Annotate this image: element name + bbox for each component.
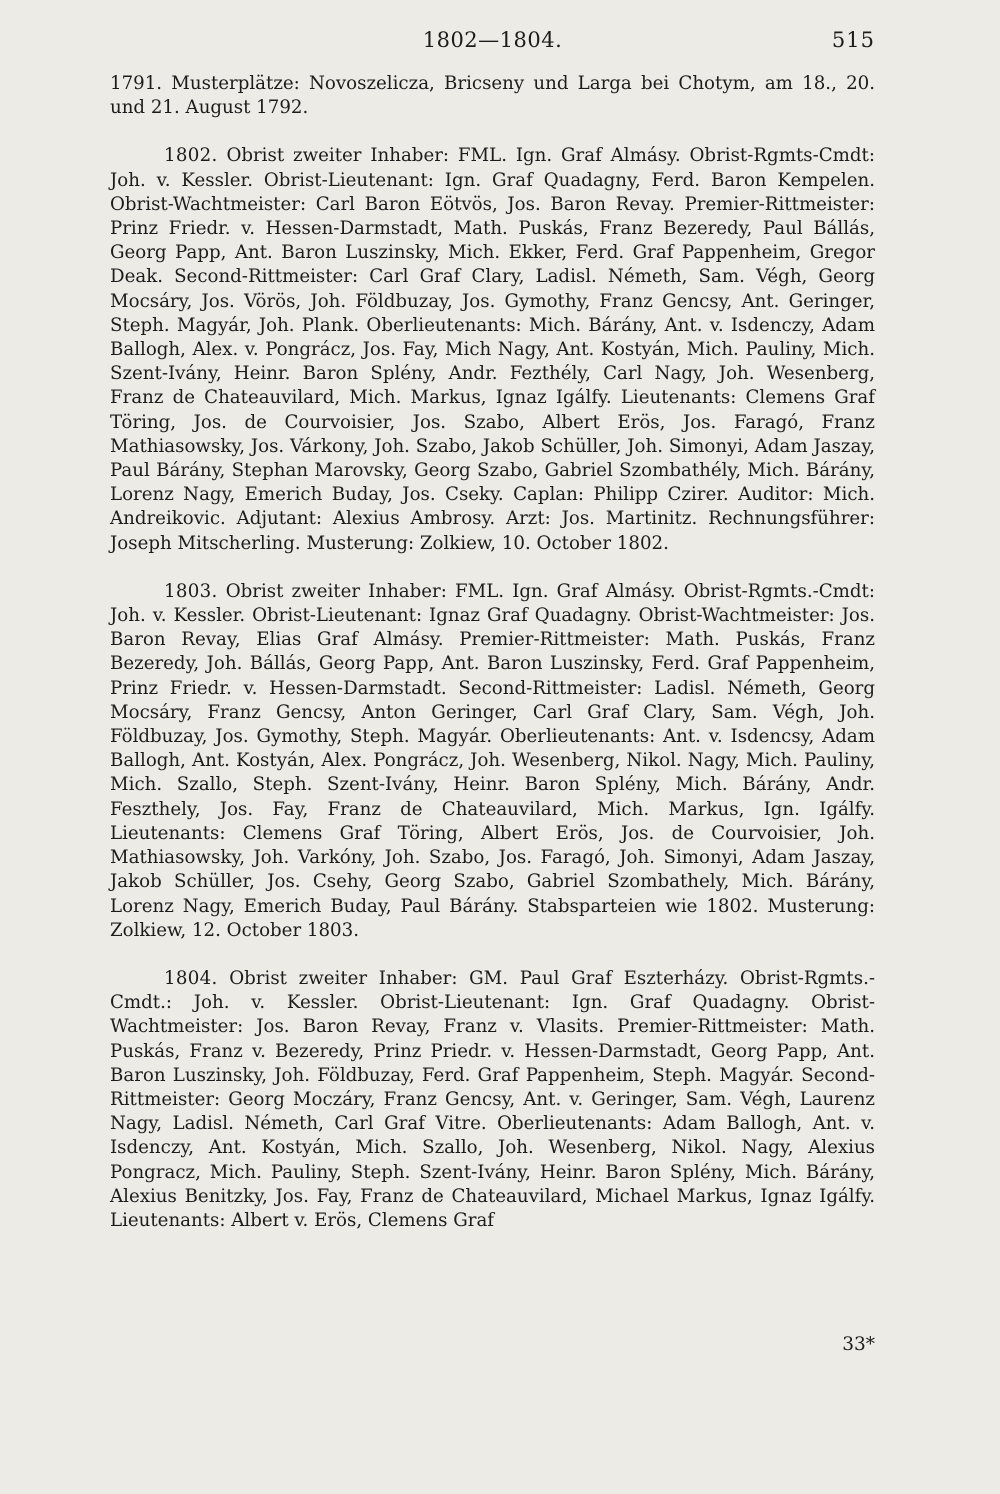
running-head-title: 1802—1804.	[422, 28, 563, 52]
year-label: 1804.	[164, 967, 218, 989]
signature-mark: 33*	[842, 1334, 875, 1355]
paragraph-1802	[110, 144, 875, 555]
paragraph-1791	[110, 72, 875, 120]
page-number: 515	[831, 28, 875, 52]
year-label: 1802.	[164, 145, 218, 167]
running-head	[110, 28, 875, 58]
paragraph-1804	[110, 967, 875, 1233]
year-label: 1803.	[164, 580, 218, 602]
paragraph-text: Obrist zweiter Inhaber: FML. Ign. Graf Almásy. Obrist-Rgmts-Cmdt: Joh. v. Kessler. Obrist-Lieutenant: Ign. Graf Quadagny, Ferd. Baron Kempelen. Obrist-Wachtmeister: Carl Baron Eötvös, Jos. Baron Revay. Premier-Rittmeister: Prinz Friedr. v. Hessen-Darmstadt, Math. Puskás, Franz Bezeredy, Paul Bállás, Georg Papp, Ant. Baron Luszinsky, Mich. Ekker, Ferd. Graf Pappenheim, Gregor Deak. Second-Rittmeister: Carl Graf Clary, Ladisl. Németh, Sam. Végh, Georg Mocsáry, Jos. Vörös, Joh. Földbuzay, Jos. Gymothy, Franz Gencsy, Ant. Geringer, Steph. Magyár, Joh. Plank. Oberlieutenants: Mich. Bárány, Ant. v. Isdenczy, Adam Ballogh, Alex. v. Pongrácz, Jos. Fay, Mich Nagy, Ant. Kostyán, Mich. Pauliny, Mich. Szent-Ivány, Heinr. Baron Splény, Andr. Fezthély, Carl Nagy, Joh. Wesenberg, Franz de Chateauvilard, Mich. Markus, Ignaz Igálfy. Lieutenants: Clemens Graf Töring, Jos. de Courvoisier, Jos. Szabo, Albert Erös, Jos. Faragó, Franz Mathiasowsky, Jos. Várkony, Joh. Szabo, Jakob Schüller, Joh. Simonyi, Adam Jaszay, Paul Bárány, Stephan Marovsky, Georg Szabo, Gabriel Szombathély, Mich. Bárány, Lorenz Nagy, Emerich Buday, Jos. Cseky. Caplan: Philipp Czirer. Auditor: Mich. Andreikovic. Adjutant: Alexius Ambrosy. Arzt: Jos. Martinitz. Rechnungsführer: Joseph Mitscherling. Musterung: Zolkiew, 10. October 1802.	[110, 145, 875, 554]
paragraph-text: 1791. Musterplätze: Novoszelicza, Bricseny und Larga bei Chotym, am 18., 20. und 21. August 1792.	[110, 73, 875, 119]
body-text	[110, 72, 875, 1233]
paragraph-text: Obrist zweiter Inhaber: FML. Ign. Graf Almásy. Obrist-Rgmts.-Cmdt: Joh. v. Kessler. Obrist-Lieutenant: Ignaz Graf Quadagny. Obrist-Wachtmeister: Jos. Baron Revay, Elias Graf Almásy. Premier-Rittmeister: Math. Puskás, Franz Bezeredy, Joh. Bállás, Georg Papp, Ant. Baron Luszinsky, Ferd. Graf Pappenheim, Prinz Friedr. v. Hessen-Darmstadt. Second-Rittmeister: Ladisl. Németh, Georg Mocsáry, Franz Gencsy, Anton Geringer, Carl Graf Clary, Sam. Végh, Joh. Földbuzay, Jos. Gymothy, Steph. Magyár. Oberlieutenants: Ant. v. Isdencsy, Adam Ballogh, Ant. Kostyán, Alex. Pongrácz, Joh. Wesenberg, Nikol. Nagy, Mich. Pauliny, Mich. Szallo, Steph. Szent-Ivány, Heinr. Baron Splény, Mich. Bárány, Andr. Feszthely, Jos. Fay, Franz de Chateauvilard, Mich. Markus, Ign. Igálfy. Lieutenants: Clemens Graf Töring, Albert Erös, Jos. de Courvoisier, Joh. Mathiasowsky, Joh. Varkóny, Joh. Szabo, Jos. Faragó, Joh. Simonyi, Adam Jaszay, Jakob Schüller, Jos. Csehy, Georg Szabo, Gabriel Szombathely, Mich. Bárány, Lorenz Nagy, Emerich Buday, Paul Bárány. Stabsparteien wie 1802. Musterung: Zolkiew, 12. October 1803.	[110, 580, 875, 941]
paragraph-1803	[110, 580, 875, 943]
paragraph-text: Obrist zweiter Inhaber: GM. Paul Graf Eszterházy. Obrist-Rgmts.-Cmdt.: Joh. v. Kessler. Obrist-Lieutenant: Ign. Graf Quadagny. Obrist-Wachtmeister: Jos. Baron Revay, Franz v. Vlasits. Premier-Rittmeister: Math. Puskás, Franz v. Bezeredy, Prinz Priedr. v. Hessen-Darmstadt, Georg Papp, Ant. Baron Luszinsky, Joh. Földbuzay, Ferd. Graf Pappenheim, Steph. Magyár. Second-Rittmeister: Georg Moczáry, Franz Gencsy, Ant. v. Geringer, Sam. Végh, Laurenz Nagy, Ladisl. Németh, Carl Graf Vitre. Oberlieutenants: Adam Ballogh, Ant. v. Isdenczy, Ant. Kostyán, Mich. Szallo, Joh. Wesenberg, Nikol. Nagy, Alexius Pongracz, Mich. Pauliny, Steph. Szent-Ivány, Heinr. Baron Splény, Mich. Bárány, Alexius Benitzky, Jos. Fay, Franz de Chateauvilard, Michael Markus, Ignaz Igálfy. Lieutenants: Albert v. Erös, Clemens Graf	[110, 967, 875, 1231]
